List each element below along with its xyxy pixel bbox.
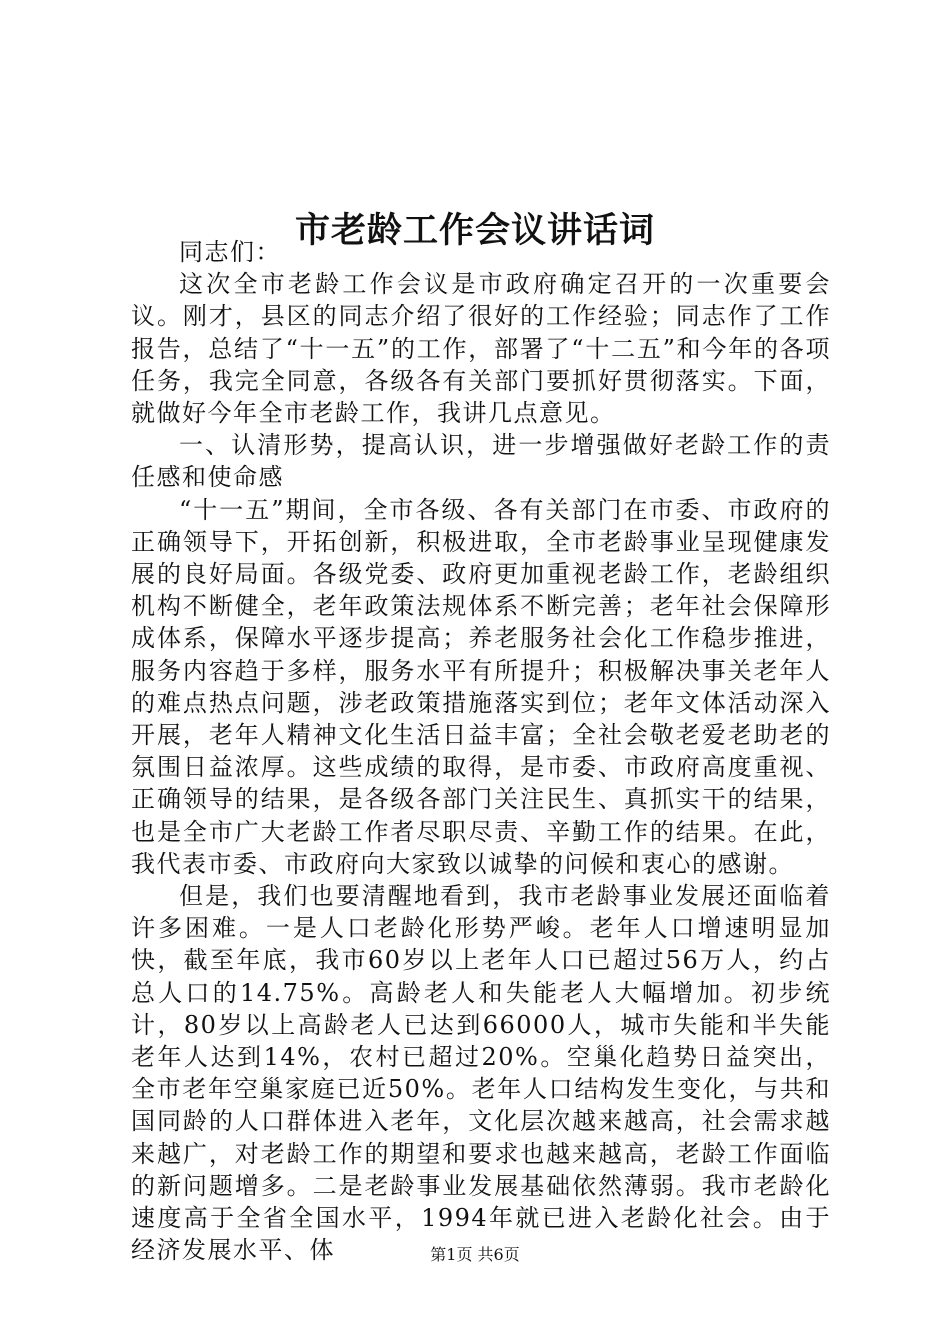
section-heading: 一、认清形势，提高认识，进一步增强做好老龄工作的责任感和使命感 xyxy=(131,431,831,492)
achievements-paragraph: “十一五”期间，全市各级、各有关部门在市委、市政府的正确领导下，开拓创新，积极进取，全市老龄事业呈现健康发展的良好局面。各级党委、政府更加重视老龄工作，老龄组织机构不断健全，老年政策法规体系不断完善；老年社会保障形成体系，保障水平逐步提高；养老服务社会化工作稳步推进，服务内容趋于多样，服务水平有所提升；积极解决事关老年人的难点热点问题，涉老政策措施落实到位；老年文体活动深入开展，老年人精神文化生活日益丰富；全社会敬老爱老助老的氛围日益浓厚。这些成绩的取得，是市委、市政府高度重视、正确领导的结果，是各级各部门关注民生、真抓实干的结果，也是全市广大老龄工作者尽职尽责、辛勤工作的结果。在此，我代表市委、市政府向大家致以诚挚的问候和衷心的感谢。 xyxy=(131,495,831,878)
challenges-paragraph: 但是，我们也要清醒地看到，我市老龄事业发展还面临着许多困难。一是人口老龄化形势严峻。老年人口增速明显加快，截至年底，我市60岁以上老年人口已超过56万人，约占总人口的14.75%。高龄老人和失能老人大幅增加。初步统计，80岁以上高龄老人已达到66000人，城市失能和半失能老年人达到14%，农村已超过20%。空巢化趋势日益突出，全市老年空巢家庭已近50%。老年人口结构发生变化，与共和国同龄的人口群体进入老年，文化层次越来越高，社会需求越来越广，对老龄工作的期望和要求也越来越高，老龄工作面临的新问题增多。二是老龄事业发展基础依然薄弱。我市老龄化速度高于全省全国水平，1994年就已进入老龄化社会。由于经济发展水平、体 xyxy=(131,882,831,1265)
document-body xyxy=(131,236,831,1267)
page-footer: 第1页 共6页 xyxy=(430,1245,520,1264)
document-title: 市老龄工作会议讲话词 xyxy=(294,210,655,252)
salutation-paragraph: 同志们： xyxy=(179,238,281,266)
intro-paragraph: 这次全市老龄工作会议是市政府确定召开的一次重要会议。刚才，县区的同志介绍了很好的工作经验；同志作了工作报告，总结了“十一五”的工作，部署了“十二五”和今年的各项任务，我完全同意，各级各有关部门要抓好贯彻落实。下面，就做好今年全市老龄工作，我讲几点意见。 xyxy=(131,270,831,428)
